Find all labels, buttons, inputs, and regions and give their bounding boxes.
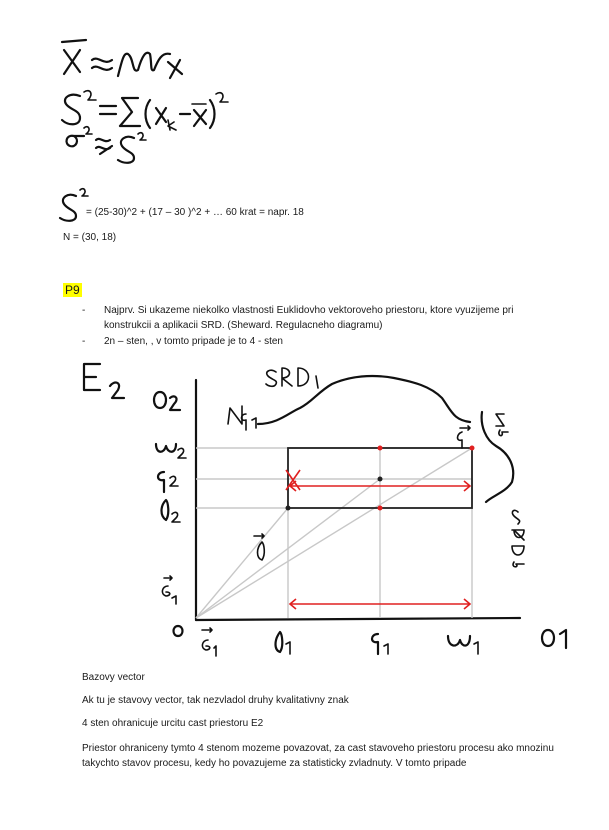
handwritten-e1-vector-label [202,628,216,656]
handwritten-variance-formula [62,91,228,130]
handwritten-srd1-label [266,368,318,388]
paragraph-4: Priestor ohraniceny tymto 4 stenom mozeme povazovat, za cast stavoveho priestoru procesu ako mnozinu takychto stavov procesu, kedy ho povazujeme za statisticky zvladnuty. V tomto pripade [82,743,554,769]
variance-sum-line: = (25-30)^2 + (17 – 30 )^2 + … 60 krat = napr. 18 [86,207,304,218]
bullet-list [82,303,562,350]
normal-distribution-line: N = (30, 18) [63,232,117,243]
bullet-item [82,334,562,349]
handwritten-srd2-label [512,510,524,566]
handwritten-nq2-label [496,414,508,436]
srd1-curve [258,376,470,424]
handwritten-sigma-approx [67,127,146,163]
bullet-text: Najprv. Si ukazeme niekolko vlastnosti Euklidovho vektoroveho priestoru, ktore vyuzijeme pri konstrukcii a aplikacii SRD. (Sheward. Regulacneho diagramu) [104,305,514,331]
axis-o1 [196,618,520,620]
handwritten-o-origin-label [174,626,183,636]
bullet-dash: - [82,336,86,347]
handwritten-l1-label [276,632,291,654]
handwritten-mean-approx [62,40,182,78]
red-arrows [286,470,470,609]
paragraph-2: Ak tu je stavovy vector, tak nezvladol druhy kvalitativny znak [82,695,349,706]
handwritten-q2-label [158,472,178,492]
handwritten-formulas [0,0,609,230]
handwritten-q-vector-label [458,426,471,448]
construction-lines [196,448,472,618]
handwritten-o2-label [154,392,180,410]
handwritten-w2-label [156,444,186,458]
srd-diagram [0,350,609,670]
handwritten-w1-label [448,636,478,654]
section-label: P9 [65,283,80,297]
bullet-text: 2n – sten, , v tomto pripade je to 4 - sten [104,336,283,347]
paragraph-3: 4 sten ohranicuje urcitu cast priestoru E2 [82,718,264,729]
handwritten-s-squared [60,189,88,221]
handwritten-l2-label [162,500,181,522]
handwritten-q1-label [372,634,388,654]
handwritten-o1-label [542,630,566,648]
paragraph-1: Bazovy vector [82,672,145,683]
handwritten-e2-label [84,364,124,398]
handwritten-nq1-label [228,406,256,430]
bullet-dash: - [82,305,86,316]
handwritten-e2-vector-label [162,576,176,604]
bullet-item [82,303,562,333]
black-points [286,477,383,511]
